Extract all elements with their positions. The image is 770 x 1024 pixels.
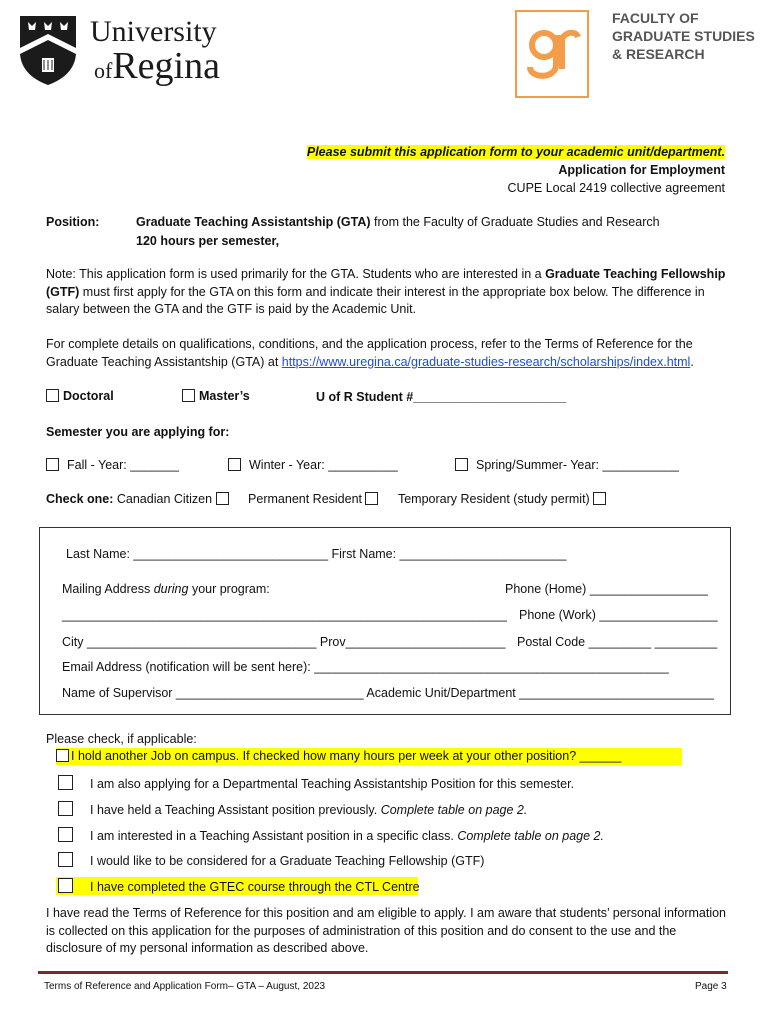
specific-class-note: Complete table on page 2. (457, 829, 604, 843)
student-number-field[interactable]: U of R Student #______________________ (316, 390, 567, 404)
doctoral-label: Doctoral (63, 389, 114, 403)
mailing-post: your program: (188, 582, 270, 596)
email-field[interactable]: Email Address (notification will be sent here): ___________________________________________________ (62, 660, 669, 674)
doctoral-option[interactable] (46, 389, 114, 403)
previous-ta-note: Complete table on page 2. (380, 803, 528, 817)
note-text-2: must first apply for the GTA on this form and indicate their interest in the appropriate box below. The difference in salary between the GTA and the GTF is paid by the Academic Unit. (46, 284, 705, 316)
position-title: Graduate Teaching Assistantship (GTA) (136, 215, 371, 229)
footer-rule (38, 971, 728, 974)
fall-checkbox[interactable] (46, 458, 59, 471)
declaration-paragraph: I have read the Terms of Reference for this position and am eligible to apply. I am aware that students’ personal information is collected on this application for the purposes of administration of this position and do consent to the use and the disclosure of my personal information as described above. (46, 906, 726, 955)
uofr-logo-of: of (94, 58, 113, 83)
specific-class-checkbox[interactable] (58, 827, 73, 842)
position-value (136, 215, 660, 229)
winter-option[interactable] (228, 458, 398, 472)
applicable-item-specific-class[interactable] (58, 827, 604, 843)
gtf-label: I would like to be considered for a Graduate Teaching Fellowship (GTF) (90, 854, 485, 868)
applicable-item-previous-ta[interactable] (58, 801, 527, 817)
name-fields[interactable]: Last Name: ____________________________ First Name: ________________________ (66, 547, 567, 561)
canadian-label: Canadian Citizen (116, 492, 213, 506)
submit-notice: Please submit this application form to your academic unit/department. (306, 145, 725, 159)
gtec-label: I have completed the GTEC course through the CTL Centre (90, 880, 420, 894)
note-paragraph (46, 266, 726, 319)
fgsr-line2: GRADUATE STUDIES (612, 28, 755, 44)
agreement-text: CUPE Local 2419 collective agreement (507, 181, 725, 195)
uofr-logo-line1: University (90, 15, 217, 48)
winter-label: Winter - Year: __________ (249, 458, 398, 472)
fgsr-line1: FACULTY OF (612, 10, 699, 26)
applicable-item-gtec[interactable] (56, 877, 418, 895)
other-job-checkbox[interactable] (56, 749, 69, 762)
footer-page: Page 3 (695, 981, 727, 992)
uofr-logo (18, 14, 248, 86)
winter-checkbox[interactable] (228, 458, 241, 471)
doctoral-checkbox[interactable] (46, 389, 59, 402)
previous-ta-label: I have held a Teaching Assistant position previously. (90, 803, 381, 817)
note-text-1: Note: This application form is used primarily for the GTA. Students who are interested in a (46, 267, 546, 281)
masters-label: Master’s (199, 389, 250, 403)
semester-heading: Semester you are applying for: (46, 425, 230, 439)
temporary-checkbox[interactable] (593, 492, 606, 505)
uofr-crest-icon (18, 14, 78, 86)
phone-work-field[interactable]: Phone (Work) _________________ (519, 608, 718, 622)
fgsr-logo (514, 9, 754, 99)
other-job-label: I hold another Job on campus. If checked how many hours per week at your other position? ______ (71, 749, 622, 763)
uofr-logo-line2: Regina (112, 45, 220, 87)
specific-class-label: I am interested in a Teaching Assistant position in a specific class. (90, 829, 458, 843)
position-hours: 120 hours per semester, (136, 234, 280, 248)
canadian-checkbox[interactable] (216, 492, 229, 505)
departmental-label: I am also applying for a Departmental Teaching Assistantship Position for this semester. (90, 777, 575, 791)
postal-code-field[interactable]: Postal Code _________ _________ (517, 635, 718, 649)
permanent-label: Permanent Resident (248, 492, 362, 506)
mailing-address-label (62, 582, 270, 596)
terms-link[interactable]: https://www.uregina.ca/graduate-studies-research/scholarships/index.html (281, 354, 691, 369)
spring-label: Spring/Summer- Year: ___________ (476, 458, 679, 472)
mailing-italic: during (153, 582, 189, 596)
supervisor-field[interactable]: Name of Supervisor ___________________________ Academic Unit/Department ____________________________ (62, 686, 714, 700)
applicable-item-other-job[interactable] (56, 748, 682, 765)
previous-ta-checkbox[interactable] (58, 801, 73, 816)
details-paragraph (46, 336, 726, 371)
position-label: Position: (46, 215, 100, 229)
masters-checkbox[interactable] (182, 389, 195, 402)
spring-option[interactable] (455, 458, 679, 472)
applicable-heading: Please check, if applicable: (46, 732, 197, 746)
footer-left: Terms of Reference and Application Form– GTA – August, 2023 (44, 981, 326, 992)
phone-home-field[interactable]: Phone (Home) _________________ (505, 582, 708, 596)
form-title: Application for Employment (558, 163, 725, 177)
fgsr-gr-mark-icon (514, 9, 590, 99)
permanent-checkbox[interactable] (365, 492, 378, 505)
gtf-checkbox[interactable] (58, 852, 73, 867)
note-gtf-bold: Graduate Teaching Fellowship (GTF) (46, 267, 726, 299)
fall-option[interactable] (46, 458, 179, 472)
city-prov-field[interactable]: City _________________________________ Prov_______________________ (62, 635, 506, 649)
address-line-field[interactable]: ________________________________________________________________ (62, 608, 507, 622)
details-text: For complete details on qualifications, conditions, and the application process, refer to the Terms of Reference for the Graduate Teaching Assistantship (GTA) at (46, 337, 693, 369)
mailing-pre: Mailing Address (62, 582, 154, 596)
spring-checkbox[interactable] (455, 458, 468, 471)
details-end: . (690, 354, 694, 369)
status-row (46, 492, 606, 506)
gtec-checkbox[interactable] (58, 878, 73, 893)
departmental-checkbox[interactable] (58, 775, 73, 790)
fall-label: Fall - Year: _______ (67, 458, 179, 472)
applicable-item-departmental[interactable] (58, 775, 574, 791)
position-rest: from the Faculty of Graduate Studies and Research (370, 215, 660, 229)
applicable-item-gtf[interactable] (58, 852, 484, 868)
status-label: Check one: (46, 492, 114, 506)
masters-option[interactable] (182, 389, 250, 403)
fgsr-line3: & RESEARCH (612, 46, 705, 62)
temporary-label: Temporary Resident (study permit) (397, 492, 590, 506)
